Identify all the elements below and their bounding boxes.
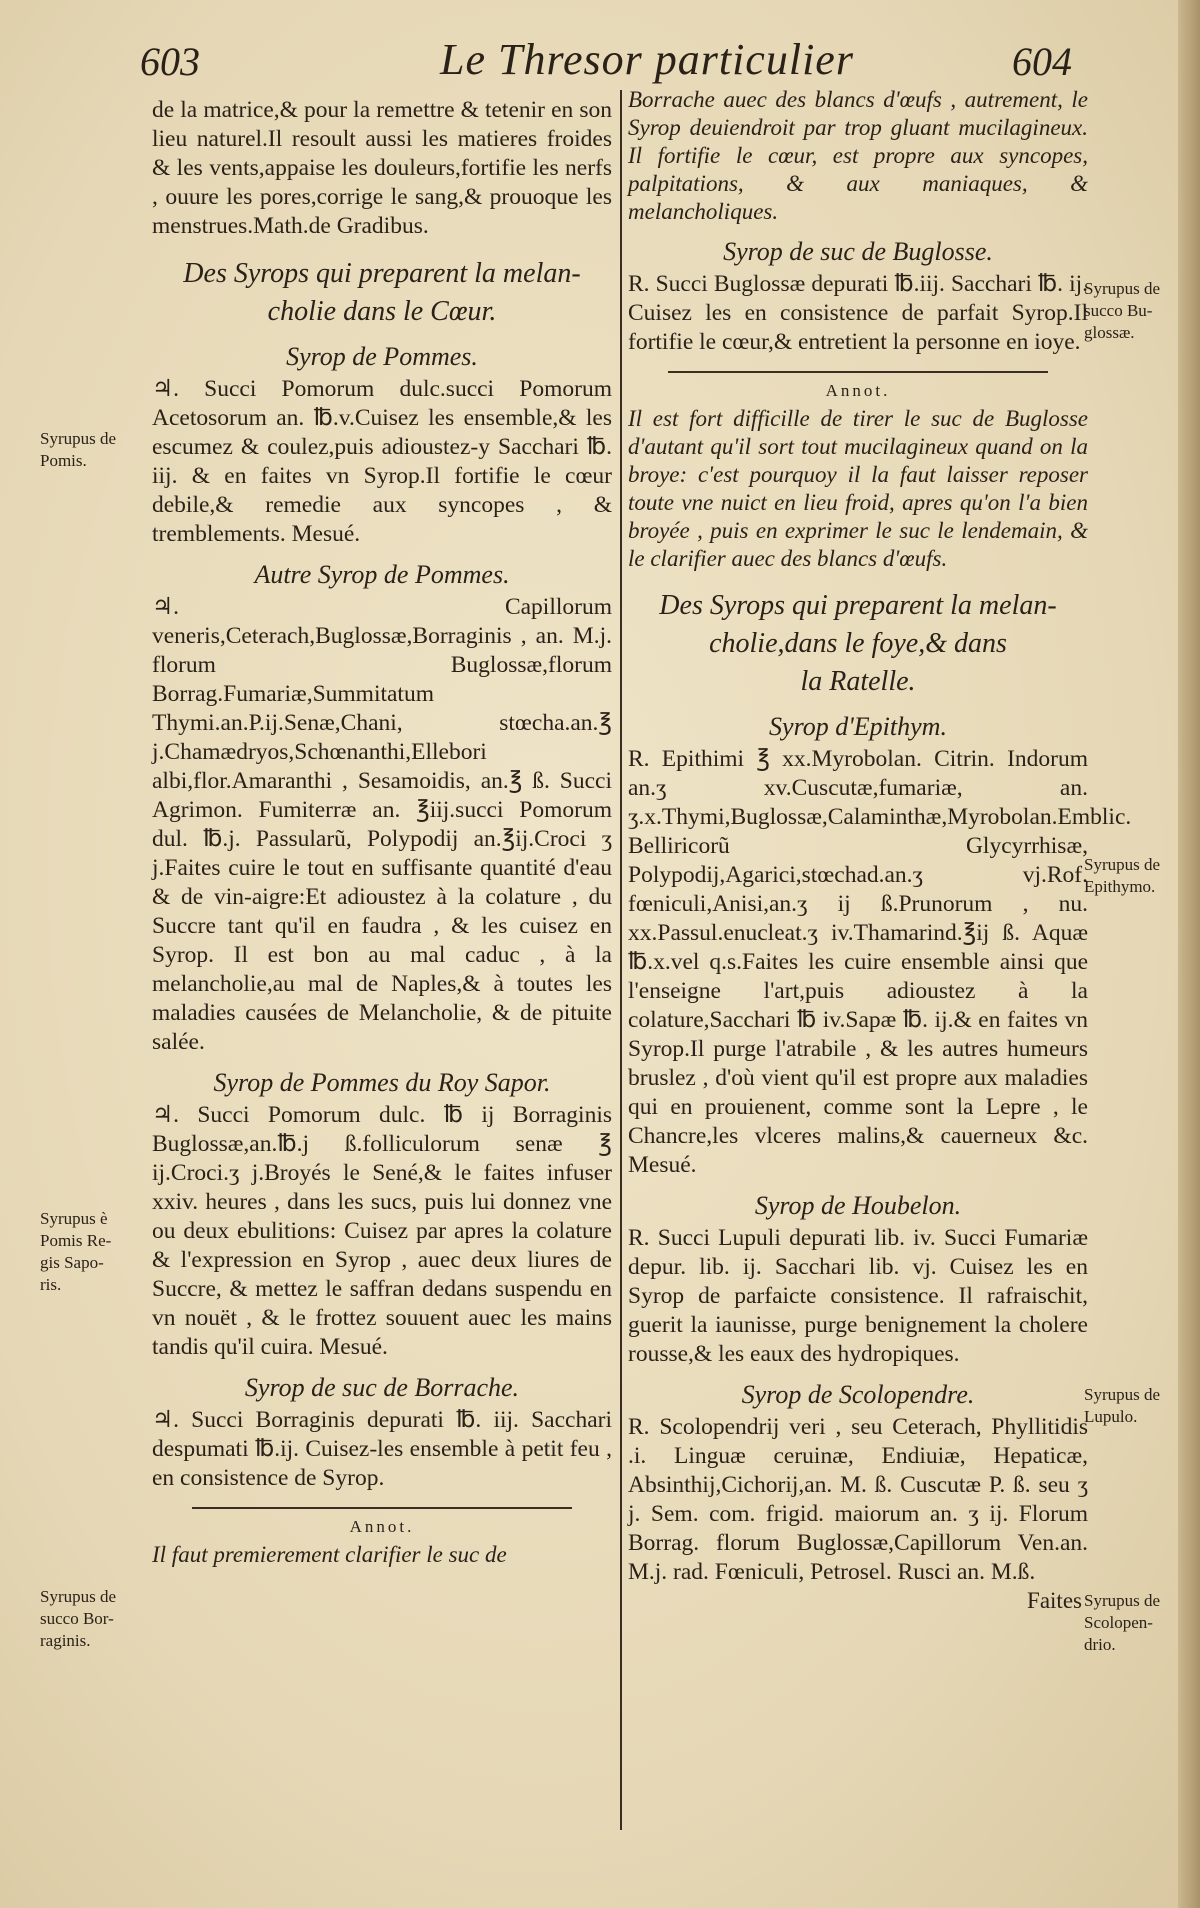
margin-line: Syrupus de: [1084, 1385, 1161, 1404]
margin-note-epithymo: [1084, 854, 1184, 898]
section-heading-line: la Ratelle.: [800, 666, 916, 697]
margin-line: Epithymo.: [1084, 877, 1156, 896]
margin-line: Syrupus de: [1084, 855, 1161, 874]
column-divider: [620, 90, 622, 1830]
recipe-text: R. Succi Buglossæ depurati ℔.iij. Sacchari ℔. ij. Cuisez les en consistence de parfait Syrop.Il fortifie le cœur,& entretient la personne en ioye.: [628, 271, 1088, 355]
annotation-text: Il faut premierement clarifier le suc de: [152, 1542, 507, 1567]
page-number-left: 603: [140, 39, 200, 84]
paragraph: de la matrice,& pour la remettre & tetenir en son lieu naturel.Il resoult aussi les matieres froides & les vents,appaise les douleurs,fortifie les nerfs , ouure les pores,corrige le sang,& prouoque les menstrues.Math.de Gradibus.: [152, 97, 612, 239]
annotation-continued: Borrache auec des blancs d'œufs , autrement, le Syrop deuiendroit par trop gluant mucilagineux. Il fortifie le cœur, est propre aux syncopes, palpitations, & aux maniaques, & melancholiques.: [628, 87, 1088, 224]
annotation-text: Il est fort difficille de tirer le suc de Buglosse d'autant qu'il sort tout mucilagineux quand on la broye: c'est pourquoy il la faut laisser reposer toute vne nuict en lieu froid, apres qu'on l'a bien broyée , puis en exprimer le suc le lendemain, & le clarifier auec des blancs d'œufs.: [628, 406, 1088, 571]
recipe-text: ♃. Capillorum veneris,Ceterach,Buglossæ,Borraginis , an. M.j. florum Buglossæ,florum Borrag.Fumariæ,Summitatum Thymi.an.P.ij.Senæ,Chani, stœcha.an.℥ j.Chamædryos,Schœnanthi,Ellebori albi,flor.Amaranthi , Sesamoidis, an.℥ ß. Succi Agrimon. Fumiterræ an. ℥iij.succi Pomorum dul. ℔.j. Passularũ, Polypodij an.℥ij.Croci ʒ j.Faites cuire le tout en suffisante quantité d'eau & de vin-aigre:Et adioustez à la colature , du Succre tant qu'il en faudra , & les cuisez en Syrop. Il est bon au mal caduc , à la melancholie,au mal de Naples,& à toutes les maladies causées de Melancholie, & de pituite salée.: [152, 594, 612, 1055]
margin-line: Pomis Re-: [40, 1231, 112, 1250]
annotation-label: Annot.: [349, 1517, 415, 1536]
margin-note-lupulo: [1084, 1384, 1184, 1428]
recipe-text: R. Epithimi ℥ xx.Myrobolan. Citrin. Indorum an.ʒ xv.Cuscutæ,fumariæ, an. ʒ.x.Thymi,Buglossæ,Calaminthæ,Myrobolan.Emblic. Belliricorũ Glycyrrhisæ, Polypodij,Agarici,stœchad.an.ʒ vj.Rof. fœniculi,Anisi,an.ʒ ij ß.Prunorum , nu. xx.Passul.enucleat.ʒ iv.Thamarind.℥ij ß. Aquæ ℔.x.vel q.s.Faites les cuire ensemble ainsi que l'enseigne l'art,puis adioustez à la colature,Sacchari ℔ iv.Sapæ ℔. ij.& en faites vn Syrop.Il purge l'atrabile , & les autres humeurs bruslez , d'où vient qu'il est propre aux maladies qui en prouienent, comme sont la Lepre , le Chancre,les vlceres malins,& cauerneux &c. Mesué.: [628, 746, 1132, 1178]
running-title: Le Thresor particulier: [440, 35, 854, 84]
page-number-right: 604: [1012, 39, 1072, 84]
section-heading: [628, 587, 1088, 701]
recipe-heading: Syrop de Pommes du Roy Sapor.: [213, 1068, 551, 1097]
margin-line: succo Bor-: [40, 1609, 114, 1628]
recipe-text: ♃. Succi Pomorum dulc.succi Pomorum Acetosorum an. ℔.v.Cuisez les ensemble,& les escumez & coulez,puis adioustez-y Sacchari ℔. iij. & en faites vn Syrop.Il fortifie le cœur debile,& remedie aux syncopes , & tremblements. Mesué.: [152, 376, 612, 547]
margin-note-borraginis: [40, 1586, 152, 1652]
margin-note-regis-saporis: [40, 1208, 152, 1296]
divider-rule: [668, 371, 1048, 373]
recipe-text: R. Scolopendrij veri , seu Ceterach, Phyllitidis .i. Linguæ ceruinæ, Endiuiæ, Hepaticæ, Absinthij,Cichorij,an. M. ß. Cuscutæ P. ß. seu ʒ j. Sem. com. frigid. maiorum an. ʒ ij. Florum Borrag. florum Buglossæ,Capillorum Ven.an. M.j. rad. Fœniculi, Petrosel. Rusci an. M.ß.: [628, 1414, 1088, 1585]
section-heading-line: cholie dans le Cœur.: [267, 296, 497, 327]
section-heading-line: cholie,dans le foye,& dans: [709, 628, 1007, 659]
margin-line: Pomis.: [40, 451, 87, 470]
left-column: [152, 96, 612, 1569]
margin-note-pomis: [40, 428, 152, 472]
margin-line: Syrupus de: [1084, 1591, 1161, 1610]
margin-line: gis Sapo-: [40, 1253, 104, 1272]
margin-line: succo Bu-: [1084, 301, 1153, 320]
section-heading-line: Des Syrops qui preparent la melan-: [183, 258, 581, 289]
margin-line: Syrupus de: [1084, 279, 1161, 298]
margin-line: Syrupus de: [40, 1587, 117, 1606]
catchword: Faites: [1027, 1588, 1082, 1613]
annotation-label: Annot.: [825, 381, 891, 400]
margin-line: Scolopen-: [1084, 1613, 1153, 1632]
recipe-text: ♃. Succi Pomorum dulc. ℔ ij Borraginis Buglossæ,an.℔.j ß.folliculorum senæ ℥ ij.Croci.ʒ j.Broyés le Sené,& le faites infuser xxiv. heures , dans les sucs, puis lui donnez vne ou deux ebulitions: Cuisez par apres la colature & l'expression en Syrop , auec deux liures de Succre, & mettez le saffran dedans suspendu en vn nouët , & le frottez souuent auec les mains tandis qu'il cuira. Mesué.: [152, 1102, 612, 1360]
recipe-text: ♃. Succi Borraginis depurati ℔. iij. Sacchari despumati ℔.ij. Cuisez-les ensemble à petit feu , en consistence de Syrop.: [152, 1407, 612, 1491]
margin-note-scolopendrio: [1084, 1590, 1184, 1656]
recipe-heading: Syrop d'Epithym.: [769, 712, 947, 741]
section-heading-line: Des Syrops qui preparent la melan-: [659, 590, 1057, 621]
margin-line: ris.: [40, 1275, 62, 1294]
recipe-text: R. Succi Lupuli depurati lib. iv. Succi Fumariæ depur. lib. ij. Sacchari lib. vj. Cuisez les en Syrop de parfaicte consistence. Il rafraischit, guerit la iaunisse, purge benignement la cholere rousse,& les eaux des hydropiques.: [628, 1225, 1088, 1367]
margin-line: drio.: [1084, 1635, 1116, 1654]
section-heading: [152, 255, 612, 331]
margin-line: Syrupus è: [40, 1209, 108, 1228]
margin-line: glossæ.: [1084, 323, 1135, 342]
margin-line: Syrupus de: [40, 429, 117, 448]
margin-line: Lupulo.: [1084, 1407, 1138, 1426]
recipe-heading: Syrop de Houbelon.: [754, 1191, 962, 1220]
recipe-heading: Syrop de suc de Borrache.: [244, 1373, 520, 1402]
margin-line: raginis.: [40, 1631, 91, 1650]
recipe-heading: Syrop de Scolopendre.: [741, 1380, 975, 1409]
recipe-heading: Syrop de suc de Buglosse.: [723, 237, 993, 266]
margin-note-buglossae: [1084, 278, 1184, 344]
running-header: [0, 18, 1180, 84]
divider-rule: [192, 1507, 572, 1509]
recipe-heading: Syrop de Pommes.: [286, 342, 478, 371]
recipe-heading: Autre Syrop de Pommes.: [254, 560, 510, 589]
